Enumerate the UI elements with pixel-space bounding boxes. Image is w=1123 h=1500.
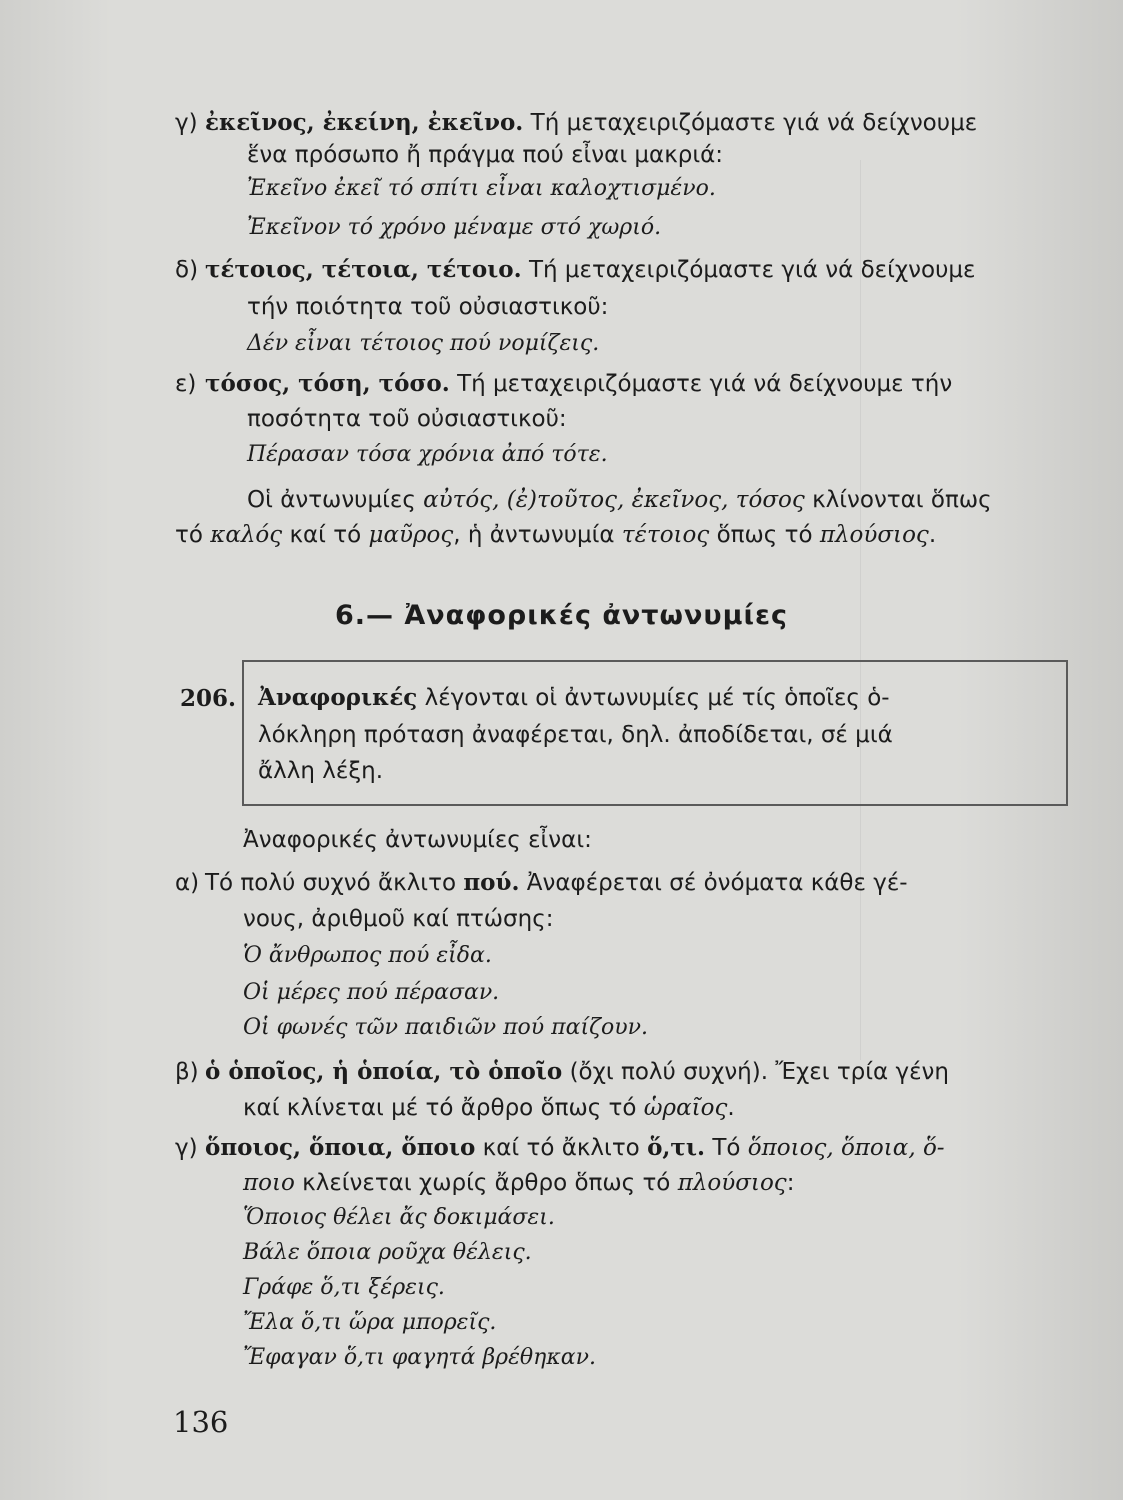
example-sentence: Ἐκεῖνον τό χρόνο μέναμε στό χωριό. [247, 215, 662, 240]
example-sentence: Γράφε ὅ,τι ξέρεις. [243, 1275, 445, 1300]
section-delta-line1: δ) τέτοιος, τέτοια, τέτοιο. Τή μεταχειριζόμαστε γιά νά δείχνουμε [175, 256, 976, 283]
example-sentence: Ἔφαγαν ὅ,τι φαγητά βρέθηκαν. [243, 1345, 596, 1370]
rel-alpha-line1: α) Τό πολύ συχνό ἄκλιτο πού. Ἀναφέρεται σέ ὀνόματα κάθε γέ- [175, 869, 908, 896]
rel-beta-line2: καί κλίνεται μέ τό ἄρθρο ὅπως τό ὡραῖος. [243, 1095, 735, 1121]
rel-alpha-line2: νους, ἀριθμοῦ καί πτώσης: [243, 906, 554, 932]
section-epsilon-line1: ε) τόσος, τόση, τόσο. Τή μεταχειριζόμαστε γιά νά δείχνουμε τήν [175, 370, 953, 397]
example-sentence: Ἐκεῖνο ἐκεῖ τό σπίτι εἶναι καλοχτισμένο. [247, 176, 716, 201]
rule-line3: ἄλλη λέξη. [258, 758, 384, 784]
example-sentence: Βάλε ὅποια ροῦχα θέλεις. [243, 1240, 532, 1265]
page-number: 136 [173, 1405, 229, 1439]
declension-line1: Οἱ ἀντωνυμίες αὐτός, (ἐ)τοῦτος, ἐκεῖνος, τόσος κλίνονται ὅπως [247, 487, 992, 513]
example-sentence: Δέν εἶναι τέτοιος πού νομίζεις. [247, 331, 600, 356]
rule-line1: Ἀναφορικές λέγονται οἱ ἀντωνυμίες μέ τίς ὁποῖες ὁ- [258, 684, 890, 711]
declension-line2: τό καλός καί τό μαῦρος, ἡ ἀντωνυμία τέτοιος ὅπως τό πλούσιος. [175, 522, 937, 548]
example-sentence: Ὁ ἄνθρωπος πού εἶδα. [243, 943, 492, 968]
section-delta-line2: τήν ποιότητα τοῦ οὐσιαστικοῦ: [247, 294, 609, 320]
example-sentence: Ὅποιος θέλει ἄς δοκιμάσει. [243, 1205, 555, 1230]
example-sentence: Οἱ φωνές τῶν παιδιῶν πού παίζουν. [243, 1015, 649, 1040]
paragraph-number: 206. [180, 685, 237, 712]
rule-line2: λόκληρη πρόταση ἀναφέρεται, δηλ. ἀποδίδεται, σέ μιά [258, 722, 893, 748]
section-heading: 6.— Ἀναφορικές ἀντωνυμίες [334, 600, 789, 631]
example-sentence: Οἱ μέρες πού πέρασαν. [243, 980, 500, 1005]
rel-beta-line1: β) ὁ ὁποῖος, ἡ ὁποία, τὸ ὁποῖο (ὄχι πολύ συχνή). Ἔχει τρία γένη [175, 1058, 949, 1085]
section-gamma-line2: ἕνα πρόσωπο ἤ πράγμα πού εἶναι μακριά: [247, 142, 724, 168]
rel-gamma-line1: γ) ὅποιος, ὅποια, ὅποιο καί τό ἄκλιτο ὅ,τι. Τό ὅποιος, ὅποια, ὅ- [175, 1134, 945, 1161]
rel-gamma-line2: ποιο κλείνεται χωρίς ἄρθρο ὅπως τό πλούσιος: [243, 1170, 795, 1196]
intro-text: Ἀναφορικές ἀντωνυμίες εἶναι: [243, 827, 592, 853]
section-epsilon-line2: ποσότητα τοῦ οὐσιαστικοῦ: [247, 406, 567, 432]
example-sentence: Πέρασαν τόσα χρόνια ἀπό τότε. [247, 442, 608, 467]
example-sentence: Ἔλα ὅ,τι ὥρα μπορεῖς. [243, 1310, 497, 1335]
section-gamma-line1: γ) ἐκεῖνος, ἐκείνη, ἐκεῖνο. Τή μεταχειριζόμαστε γιά νά δείχνουμε [175, 109, 978, 136]
